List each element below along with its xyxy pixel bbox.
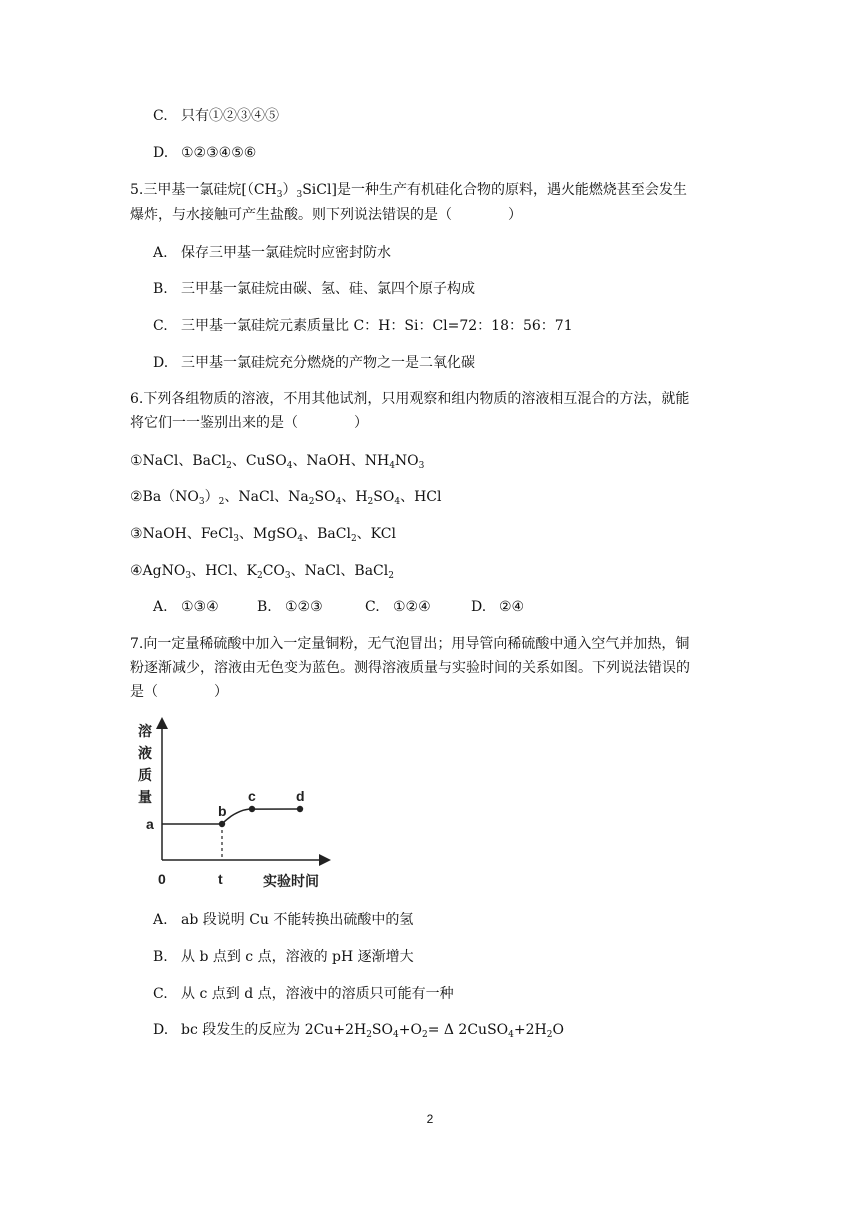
option-letter: C.	[153, 986, 168, 1002]
text-run: 、MgSO	[239, 526, 298, 542]
option-text: 三甲基一氯硅烷元素质量比 C：H：Si：Cl=72：18：56：71	[181, 318, 573, 334]
subscript: 3	[276, 190, 283, 200]
q7-stem-line2: 粉逐渐减少，溶液由无色变为蓝色。测得溶液质量与实验时间的关系如图。下列说法错误的	[130, 660, 690, 676]
text-run: +2H	[513, 1022, 547, 1038]
text-run: SO	[314, 489, 336, 505]
option-text: 从 b 点到 c 点，溶液的 pH 逐渐增大	[181, 949, 414, 965]
q4-option-d	[153, 143, 256, 163]
option-letter: B.	[257, 599, 272, 615]
option-text: ①②④	[393, 599, 431, 615]
option-text: 三甲基一氯硅烷由碳、氢、硅、氯四个原子构成	[181, 281, 475, 297]
subscript: 4	[394, 497, 401, 507]
text-run: +O	[398, 1022, 422, 1038]
subscript: 3	[233, 534, 239, 544]
q5-option-d	[153, 353, 475, 373]
text-run: ④AgNO	[130, 563, 186, 579]
q5-option-b	[153, 279, 475, 299]
subscript: 4	[286, 461, 293, 471]
y-axis-label-char: 质	[138, 767, 152, 783]
text-run: SO	[373, 489, 395, 505]
y-axis-label-char: 量	[138, 789, 152, 805]
text-run: 、HCl	[400, 489, 442, 505]
option-letter: A.	[153, 912, 168, 928]
text-run: 、CuSO	[231, 453, 287, 469]
text-run: SO	[371, 1022, 393, 1038]
point-c	[249, 806, 255, 812]
q6-group-2	[130, 487, 442, 507]
origin-label: 0	[158, 871, 166, 887]
q7-option-b	[153, 947, 414, 967]
point-b	[219, 821, 225, 827]
option-letter: D.	[153, 1022, 169, 1038]
text-run: bc 段发生的反应为 2Cu+2H	[181, 1022, 367, 1038]
option-letter: D.	[153, 355, 169, 371]
q4-option-c	[153, 106, 279, 126]
point-label-a: a	[146, 816, 154, 832]
option-text: 三甲基一氯硅烷充分燃烧的产物之一是二氧化碳	[181, 355, 475, 371]
text-run: 、HCl、K	[191, 563, 257, 579]
text-run: ③NaOH、FeCl	[130, 526, 234, 542]
q7-option-c	[153, 984, 454, 1004]
text-run: 、KCl	[356, 526, 396, 542]
mass-curve	[162, 809, 300, 824]
option-letter: A.	[153, 599, 168, 615]
subscript: 3	[185, 571, 192, 581]
q7-option-a	[153, 910, 413, 930]
point-label-c: c	[248, 788, 256, 804]
option-letter: A.	[153, 245, 168, 261]
option-text: ②④	[499, 599, 525, 615]
subscript: 2	[388, 571, 394, 581]
q5-option-a	[153, 243, 391, 263]
q5-stem-line2: 爆炸，与水接触可产生盐酸。则下列说法错误的是（ ）	[130, 207, 522, 223]
q6-stem-line2: 将它们一一鉴别出来的是（ ）	[130, 415, 368, 431]
subscript: 2	[226, 461, 232, 471]
q6-option-a	[153, 597, 257, 617]
subscript: 3	[198, 497, 205, 507]
subscript: 4	[508, 1030, 514, 1040]
subscript: 2	[308, 497, 315, 507]
q5-option-c	[153, 316, 573, 336]
text-run: ②Ba（NO	[130, 489, 199, 505]
text-run: 、NaCl、BaCl	[290, 563, 389, 579]
point-label-b: b	[218, 803, 227, 819]
q6-option-d	[471, 599, 524, 615]
subscript: 2	[546, 1030, 553, 1040]
option-text: ①②③④⑤⑥	[181, 145, 257, 161]
subscript: 3	[418, 461, 425, 471]
q5-stem-line1	[130, 180, 687, 200]
subscript: 4	[393, 1030, 399, 1040]
text-run: ）	[282, 182, 297, 198]
option-letter: C.	[153, 318, 168, 334]
subscript: 3	[296, 190, 303, 200]
option-letter: D.	[471, 599, 487, 615]
text-run: 、NaCl、Na	[224, 489, 309, 505]
option-text: 从 c 点到 d 点，溶液中的溶质只可能有一种	[181, 986, 454, 1002]
y-axis-label-char: 液	[138, 745, 152, 761]
option-letter: B.	[153, 949, 168, 965]
option-letter: B.	[153, 281, 168, 297]
option-letter: C.	[365, 599, 380, 615]
text-run: = Δ 2CuSO	[427, 1022, 509, 1038]
text-run: 、NaOH、NH	[292, 453, 390, 469]
option-text: ①③④	[181, 599, 219, 615]
text-run: 5.三甲基一氯硅烷[（CH	[130, 182, 277, 198]
option-letter: C.	[153, 108, 168, 124]
subscript: 4	[389, 461, 395, 471]
q6-option-c	[365, 597, 471, 617]
text-run: O	[552, 1022, 564, 1038]
point-label-d: d	[296, 788, 305, 804]
text-run: CO	[262, 563, 285, 579]
q7-option-d	[153, 1020, 564, 1040]
option-text: ①②③	[285, 599, 323, 615]
text-run: ①NaCl、BaCl	[130, 453, 227, 469]
subscript: 3	[284, 571, 291, 581]
text-run: 、H	[341, 489, 368, 505]
q7-stem-line1: 7.向一定量稀硫酸中加入一定量铜粉，无气泡冒出；用导管向稀硫酸中通入空气并加热，铜	[130, 636, 690, 652]
text-run: 、BaCl	[303, 526, 351, 542]
subscript: 2	[367, 497, 374, 507]
t-tick-label: t	[218, 871, 223, 887]
y-axis-label-char: 溶	[138, 723, 152, 739]
subscript: 4	[297, 534, 304, 544]
q6-options	[153, 597, 524, 617]
subscript: 2	[256, 571, 263, 581]
page-number: 2	[426, 1112, 434, 1126]
subscript: 2	[421, 1030, 428, 1040]
q6-stem-line1: 6.下列各组物质的溶液，不用其他试剂，只用观察和组内物质的溶液相互混合的方法，就能	[130, 391, 690, 407]
subscript: 2	[218, 497, 225, 507]
option-text: 只有①②③④⑤	[181, 108, 279, 124]
text-run: ）	[204, 489, 219, 505]
x-axis-label: 实验时间	[263, 873, 319, 889]
point-d	[297, 806, 303, 812]
q7-stem-line3: 是（ ）	[130, 684, 228, 700]
subscript: 2	[366, 1030, 372, 1040]
option-text: 保存三甲基一氯硅烷时应密封防水	[181, 245, 391, 261]
q6-option-b	[257, 597, 365, 617]
subscript: 2	[350, 534, 357, 544]
option-text: ab 段说明 Cu 不能转换出硫酸中的氢	[181, 912, 414, 928]
option-letter: D.	[153, 145, 169, 161]
text-run: NO	[394, 453, 419, 469]
text-run: SiCl]是一种生产有机硅化合物的原料，遇火能燃烧甚至会发生	[302, 182, 687, 198]
subscript: 4	[335, 497, 342, 507]
q6-group-3	[130, 524, 396, 544]
mass-time-graph	[128, 712, 338, 896]
q6-group-1	[130, 451, 424, 471]
q6-group-4	[130, 561, 394, 581]
